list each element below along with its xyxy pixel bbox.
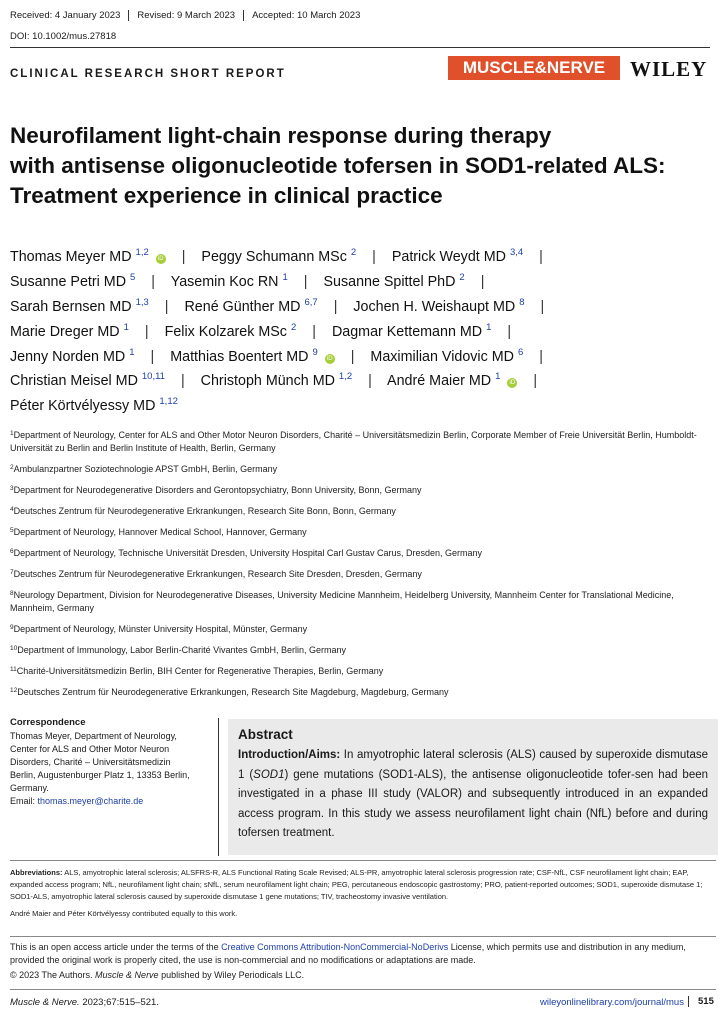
author: Péter Körtvélyessy MD $^{1,12}$ bbox=[10, 396, 178, 415]
author: Susanne Petri MD $^5$ bbox=[10, 271, 136, 290]
author-row bbox=[10, 391, 716, 416]
author: Sarah Bernsen MD $^{1,3}$ bbox=[10, 296, 149, 315]
author: Jochen H. Weishaupt MD $^8$ bbox=[353, 296, 525, 315]
correspondence: Correspondence Thomas Meyer, Department of Neurology, Center for ALS and Other Motor Neuron Disorders, Charité – Universitätsmedizin Berlin, Augustenburger Platz 1, 13353 Berlin, Germany. Email: thomas.meyer@charite.de bbox=[10, 716, 210, 808]
abstract-box bbox=[228, 719, 718, 855]
author-list bbox=[10, 242, 716, 416]
title-line-3: Treatment experience in clinical practice bbox=[10, 183, 443, 208]
accepted-date: Accepted: 10 March 2023 bbox=[252, 10, 361, 21]
revised-date: Revised: 9 March 2023 bbox=[129, 10, 244, 21]
abbreviations: Abbreviations: ALS, amyotrophic lateral sclerosis; ALSFRS-R, ALS Functional Rating Scale Revised; ALS-PR, amyotrophic lateral sclerosis progression rate; CSF-NfL, CSF neurofilament light chain; EAP, expanded access program; NfL, neurofilament light chain; sNfL, serum neurofilament light chain; PEG, percutaneous endoscopic gastrostomy; PRO, patient-reported outcomes; SOD1, superoxide dismutase 1; SOD1-ALS, amyotrophic lateral sclerosis caused by superoxide dismutase 1 gene mutations; TIV, tracheostomy invasive ventilation. bbox=[10, 868, 703, 901]
correspondence-divider bbox=[218, 718, 219, 856]
affiliation: $^6$Department of Neurology, Technische Universität Dresden, University Hospital Carl Gustav Carus, Dresden, Germany bbox=[10, 548, 482, 558]
received-date: Received: 4 January 2023 bbox=[10, 10, 129, 21]
affiliation: $^{10}$Department of Immunology, Labor Berlin-Charité Vivantes GmbH, Berlin, Germany bbox=[10, 645, 347, 655]
author: André Maier MD $^1$ bbox=[387, 371, 501, 390]
orcid-icon[interactable]: iD bbox=[156, 254, 166, 264]
correspondence-heading: Correspondence bbox=[10, 717, 86, 728]
license-text: This is an open access article under the terms of the Creative Commons Attribution-NonCommercial-NoDerivs License, which permits use and distribution in any medium, provided the original work is properly cited, the use is non-commercial and no modifications or adaptations are made. bbox=[10, 942, 686, 965]
license-link[interactable]: Creative Commons Attribution-NonCommercial-NoDerivs bbox=[221, 942, 449, 952]
affiliation: $^{11}$Charité-Universitätsmedizin Berlin, BIH Center for Regenerative Therapies, Berlin, Germany bbox=[10, 666, 384, 676]
doi[interactable]: DOI: 10.1002/mus.27818 bbox=[10, 31, 117, 42]
author: Christian Meisel MD $^{10,11}$ bbox=[10, 371, 165, 390]
author: Susanne Spittel PhD $^2$ bbox=[323, 271, 465, 290]
author: Christoph Münch MD $^{1,2}$ bbox=[200, 371, 353, 390]
footer-citation: Muscle & Nerve. 2023;67:515–521. bbox=[10, 997, 159, 1008]
affiliation: $^5$Department of Neurology, Hannover Medical School, Hannover, Germany bbox=[10, 527, 307, 537]
title-line-1: Neurofilament light-chain response during therapy bbox=[10, 123, 552, 148]
author: Marie Dreger MD $^1$ bbox=[10, 321, 129, 340]
affiliation: $^{12}$Deutsches Zentrum für Neurodegenerative Erkrankungen, Research Site Magdeburg, Magdeburg, Germany bbox=[10, 687, 449, 697]
orcid-icon[interactable]: iD bbox=[325, 354, 335, 364]
email-link[interactable]: thomas.meyer@charite.de bbox=[37, 796, 144, 806]
affiliation: $^1$Department of Neurology, Center for ALS and Other Motor Neuron Disorders, Charité – Universitätsmedizin Berlin, Corporate Member of Freie Universität Berlin, Humboldt-Universität zu Berlin and Berlin Institute of Health, Berlin, Germany bbox=[10, 430, 697, 453]
author: Peggy Schumann MSc $^2$ bbox=[201, 247, 357, 265]
author-row: Jenny Norden MD $^1$ | Matthias Boentert MD $^9$ iD | Maximilian Vidovic MD $^6$ | bbox=[10, 346, 543, 365]
author: Thomas Meyer MD $^{1,2}$ bbox=[10, 247, 149, 265]
author-row: Thomas Meyer MD $^{1,2}$ iD | Peggy Schumann MSc $^2$ | Patrick Weydt MD $^{3,4}$ | bbox=[10, 247, 543, 265]
affiliation: $^2$Ambulanzpartner Soziotechnologie APST GmbH, Berlin, Germany bbox=[10, 464, 278, 474]
publisher-logo: WILEY bbox=[630, 57, 708, 81]
article-dates bbox=[10, 10, 368, 21]
affiliation: $^7$Deutsches Zentrum für Neurodegenerative Erkrankungen, Research Site Dresden, Dresden, Germany bbox=[10, 569, 422, 579]
divider bbox=[10, 936, 716, 937]
author-row: Christian Meisel MD $^{10,11}$ | Christoph Münch MD $^{1,2}$ | André Maier MD $^1$ iD | bbox=[10, 371, 538, 390]
footer-divider bbox=[10, 989, 716, 990]
header-divider bbox=[10, 47, 710, 48]
journal-logo: MUSCLE&NERVE bbox=[448, 56, 620, 80]
author-row: Marie Dreger MD $^1$ | Felix Kolzarek MSc $^2$ | Dagmar Kettemann MD $^1$ | bbox=[10, 321, 512, 340]
author: Patrick Weydt MD $^{3,4}$ bbox=[391, 247, 524, 265]
affiliation: $^4$Deutsches Zentrum für Neurodegenerative Erkrankungen, Research Site Bonn, Bonn, Germany bbox=[10, 506, 396, 516]
author: Felix Kolzarek MSc $^2$ bbox=[164, 321, 297, 340]
author: Maximilian Vidovic MD $^6$ bbox=[370, 346, 524, 365]
affiliation: $^3$Department for Neurodegenerative Disorders and Gerontopsychiatry, Bonn University, Bonn, Germany bbox=[10, 485, 422, 495]
author-row: Sarah Bernsen MD $^{1,3}$ | René Günther MD $^{6,7}$ | Jochen H. Weishaupt MD $^8$ | bbox=[10, 296, 545, 315]
affiliation: $^8$Neurology Department, Division for Neurodegenerative Diseases, University Medicine Mannheim, Heidelberg University, Mannheim Center for Translational Medicine, Mannheim, Germany bbox=[10, 590, 674, 613]
author: Jenny Norden MD $^1$ bbox=[10, 346, 135, 365]
affiliations bbox=[10, 427, 716, 705]
footer-url[interactable]: wileyonlinelibrary.com/journal/mus bbox=[540, 997, 684, 1008]
abstract-heading: Abstract bbox=[238, 727, 293, 742]
article-title bbox=[10, 121, 716, 211]
page-number: 515 bbox=[688, 996, 714, 1007]
author-row: Susanne Petri MD $^5$ | Yasemin Koc RN $^1$ | Susanne Spittel PhD $^2$ | bbox=[10, 271, 485, 290]
author: Yasemin Koc RN $^1$ bbox=[170, 271, 288, 290]
author: René Günther MD $^{6,7}$ bbox=[184, 296, 318, 315]
author: Dagmar Kettemann MD $^1$ bbox=[331, 321, 492, 340]
author: Matthias Boentert MD $^9$ bbox=[170, 346, 318, 365]
title-line-2: with antisense oligonucleotide tofersen in SOD1-related ALS: bbox=[10, 153, 666, 178]
abstract-text: Introduction/Aims: In amyotrophic lateral sclerosis (ALS) caused by superoxide dismutase 1 (SOD1) gene mutations (SOD1-ALS), the antisense oligonucleotide tofer-sen had been investigated in a phase III study (VALOR) and subsequently introduced in an expanded access program. In this study we assess neurofilament light chain (NfL) before and during tofersen treatment. bbox=[238, 749, 709, 839]
orcid-icon[interactable]: iD bbox=[507, 378, 517, 388]
affiliation: $^9$Department of Neurology, Münster University Hospital, Münster, Germany bbox=[10, 624, 308, 634]
contribution-note: André Maier and Péter Körtvélyessy contributed equally to this work. bbox=[10, 909, 238, 918]
section-label: CLINICAL RESEARCH SHORT REPORT bbox=[10, 68, 286, 80]
divider bbox=[10, 860, 716, 861]
copyright: © 2023 The Authors. Muscle & Nerve published by Wiley Periodicals LLC. bbox=[10, 970, 305, 980]
